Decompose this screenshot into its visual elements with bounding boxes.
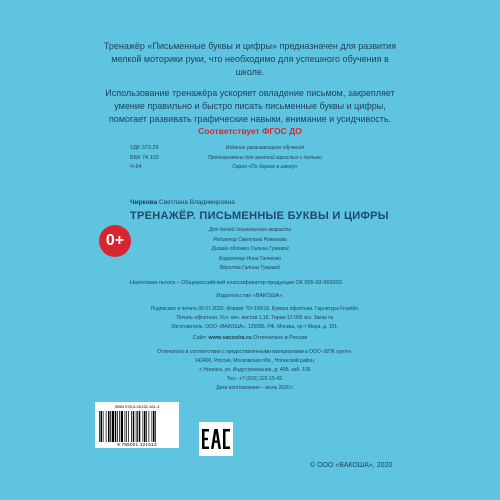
print-specs	[140, 305, 370, 332]
isbn-label: ISBN 978-5-00132-161-3	[114, 404, 160, 409]
author-surname: Чиркова	[130, 199, 158, 206]
site-url: www.vacosha.ru	[208, 335, 252, 341]
print-specs-line: Подписано в печать 09.07.2020. Формат 70×100/16. Бумага офсетная. Гарнитура Franklin.	[150, 306, 360, 312]
printer-info-line: Дата изготовления – июль 2020 г.	[216, 385, 294, 391]
publication-info	[190, 144, 340, 173]
site-line	[0, 335, 500, 341]
pubinfo-line: Издание развивающего обучения	[225, 145, 305, 151]
eac-conformity-mark	[199, 422, 233, 456]
print-specs-line: Изготовитель: ООО «ВАКОША», 129085, РФ, Москва, пр-т Мира, д. 101.	[171, 324, 339, 330]
pubinfo-line: Серия «По дороге в школу»	[232, 164, 298, 170]
site-prefix: Сайт:	[192, 335, 207, 341]
classification-codes	[130, 144, 159, 173]
barcode	[95, 402, 179, 448]
printed-in-russia: Отпечатано в России	[253, 335, 308, 341]
intro-paragraph-1: Тренажёр «Письменные буквы и цифры» предназначен для развития мелкой моторики руки, что необходимо для успешного обучения в школе.	[103, 41, 397, 77]
printer-info	[140, 348, 370, 393]
editor-line: Редактор Светлана Ряжанова	[213, 236, 287, 243]
staff-credits	[180, 226, 320, 274]
fgos-compliance-label: Соответствует ФГОС ДО	[198, 126, 302, 136]
printer-info-line: г. Ногинск, ул. Индустриальная, д. 40Б, каб. 106	[199, 367, 311, 373]
book-title: ТРЕНАЖЁР. ПИСЬМЕННЫЕ БУКВЫ И ЦИФРЫ	[130, 210, 389, 222]
age-rating-badge: 0+	[99, 225, 131, 257]
tax-benefit-note: Налоговая льгота – Общероссийский классификатор продукции ОК 005-93-953000.	[130, 280, 344, 286]
audience-line: Для детей дошкольного возраста	[209, 227, 291, 233]
printer-info-line: Тел.: +7 (915) 222-15-42.	[226, 376, 284, 382]
proofreader-line: Корректор Инна Галченко	[219, 255, 281, 262]
pubinfo-line: Предназначено для занятий взрослых с детьми	[207, 154, 322, 161]
printer-info-line: Отпечатано в соответствии с предоставленными материалами в ООО «БПК групп».	[157, 349, 353, 355]
copyright-line: © ООО «ВАКОША», 2020	[310, 462, 393, 469]
printer-info-line: 142400, Россия, Московская обл., Ногинский район,	[194, 358, 316, 364]
intro-text	[100, 40, 400, 134]
author-given-names: Светлана Владимировна	[159, 199, 235, 206]
publisher-name: Издательство «ВАКОША».	[216, 293, 284, 299]
author-mark: Ч-64	[130, 164, 142, 170]
barcode-digits: 9 785001 321613	[117, 442, 157, 447]
bbk-code: ББК 74.102	[130, 154, 159, 161]
cover-designer-line: Дизайн обложки Галины Гужевой	[211, 246, 289, 252]
intro-paragraph-2: Использование тренажёра ускоряет овладение письмом, закрепляет умение правильно и быстро писать письменные буквы и цифры, помогает развивать графические навыки, внимание и усидчивость.	[105, 88, 395, 124]
barcode-bars	[98, 411, 176, 442]
layout-line: Вёрстка Галины Гужевой	[219, 265, 281, 271]
author-name	[130, 199, 235, 206]
print-specs-line: Печать офсетная. Усл. печ. листов 1,16. Тираж 12 000 экз. Заказ №	[176, 315, 334, 321]
udk-code: УДК 373.29	[130, 145, 159, 151]
